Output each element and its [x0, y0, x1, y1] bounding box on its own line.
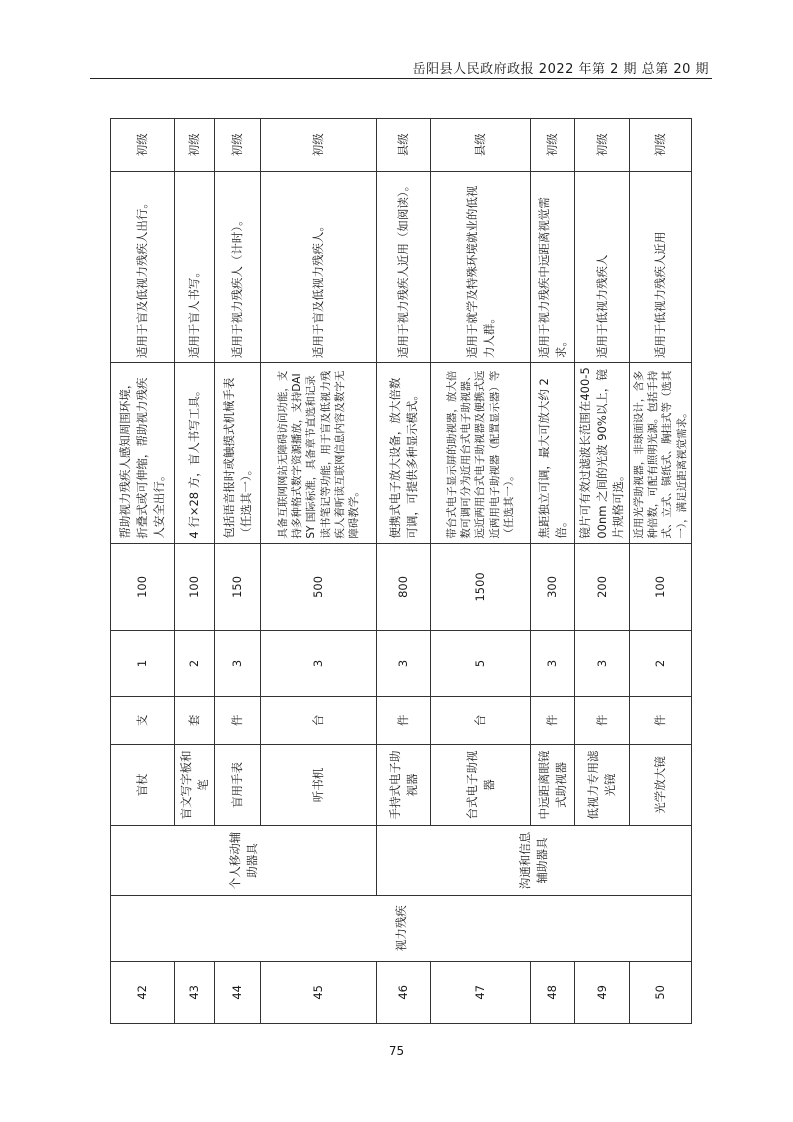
applicable-scope: 适用于视力残疾人近用（如阅读）。	[377, 171, 431, 363]
specification: 帮助视力残疾人感知周围环境，折叠式或可伸缩，帮助视力残疾人安全出行。	[111, 363, 175, 544]
unit-price: 300	[531, 543, 575, 631]
specification: 便携式电子放大设备，放大倍数可调，可提供多种显示模式。	[377, 363, 431, 544]
unit-price: 100	[111, 543, 175, 631]
unit-price: 1500	[431, 543, 531, 631]
applicable-scope: 适用于盲及低视力残疾人。	[261, 171, 377, 363]
table-row	[111, 119, 175, 1024]
specification: 包括语音报时或触摸式机械手表（任选其一）。	[215, 363, 261, 544]
row-number: 42	[111, 961, 175, 1023]
service-level: 初级	[175, 119, 215, 172]
subcategory-cell: 个人移动辅助器具	[111, 825, 377, 895]
specification: 镜片可有效过滤波长范围在400-500nm 之间的光波 90%以上，镜片规格可选。	[575, 363, 630, 544]
applicable-scope: 适用于就学及特殊环境就业的低视力人群。	[431, 171, 531, 363]
row-number: 50	[630, 961, 692, 1023]
applicable-scope: 适用于视力残疾人（计时）。	[215, 171, 261, 363]
category-cell: 视力残疾	[111, 895, 692, 961]
specification: 焦距独立可调，最大可放大约 2 倍。	[531, 363, 575, 544]
service-level: 初级	[630, 119, 692, 172]
specification: 近用光学助视器，非球面设计，含多种倍数，可配有照明光源。包括手持式、立式、镇纸式、胸挂式等（选其一），满足近距离视觉需求。	[630, 363, 692, 544]
service-level: 初级	[531, 119, 575, 172]
applicable-scope: 适用于低视力残疾人近用	[630, 171, 692, 363]
unit: 支	[111, 696, 175, 744]
assistive-device-table	[110, 118, 692, 1024]
quantity: 3	[575, 631, 630, 697]
unit: 件	[215, 696, 261, 744]
page-number: 75	[388, 1044, 405, 1058]
quantity: 3	[261, 631, 377, 697]
unit-price: 100	[175, 543, 215, 631]
subcategory-cell: 沟通和信息辅助器具	[377, 825, 692, 895]
device-name: 盲杖	[111, 744, 175, 825]
device-name: 盲用手表	[215, 744, 261, 825]
specification: 带台式电子显示屏的助视器，放大倍数可调可分为近用台式电子助视器、远近两用台式电子助视器及便携式远近两用电子助视器（配置显示器）等（任选其一）。	[431, 363, 531, 544]
device-name: 手持式电子助视器	[377, 744, 431, 825]
device-name: 中远距离眼镜式助视器	[531, 744, 575, 825]
unit-price: 800	[377, 543, 431, 631]
row-number: 49	[575, 961, 630, 1023]
unit: 套	[175, 696, 215, 744]
specification: 具备互联网网站无障碍访问功能，支持多种格式数字资源播放，支持DAISY 国际标准，具备章节直选和记录读书笔记等功能，用于盲及低视力残疾人着听读互联网信息内容及数字无障碍教学。	[261, 363, 377, 544]
service-level: 初级	[261, 119, 377, 172]
applicable-scope: 适用于盲人书写。	[175, 171, 215, 363]
unit-price: 500	[261, 543, 377, 631]
unit-price: 150	[215, 543, 261, 631]
row-number: 47	[431, 961, 531, 1023]
quantity: 3	[377, 631, 431, 697]
applicable-scope: 适用于盲及低视力残疾人出行。	[111, 171, 175, 363]
table-frame	[110, 118, 688, 1024]
device-name: 听书机	[261, 744, 377, 825]
service-level: 初级	[575, 119, 630, 172]
quantity: 5	[431, 631, 531, 697]
rotated-table-container	[110, 118, 688, 1024]
unit: 台	[431, 696, 531, 744]
unit: 件	[575, 696, 630, 744]
applicable-scope: 适用于视力残疾中远距离视觉需求。	[531, 171, 575, 363]
unit: 台	[261, 696, 377, 744]
unit: 件	[630, 696, 692, 744]
header-rule	[90, 78, 712, 79]
quantity: 1	[111, 631, 175, 697]
unit-price: 100	[630, 543, 692, 631]
unit: 件	[377, 696, 431, 744]
table-row	[377, 119, 431, 1024]
service-level: 初级	[215, 119, 261, 172]
quantity: 2	[630, 631, 692, 697]
service-level: 县级	[431, 119, 531, 172]
row-number: 43	[175, 961, 215, 1023]
quantity: 3	[215, 631, 261, 697]
unit: 件	[531, 696, 575, 744]
quantity: 3	[531, 631, 575, 697]
quantity: 2	[175, 631, 215, 697]
row-number: 46	[377, 961, 431, 1023]
unit-price: 200	[575, 543, 630, 631]
service-level: 县级	[377, 119, 431, 172]
device-name: 盲文写字板和笔	[175, 744, 215, 825]
row-number: 48	[531, 961, 575, 1023]
specification: 4 行×28 方，盲人书写工具。	[175, 363, 215, 544]
device-name: 光学放大镜	[630, 744, 692, 825]
row-number: 45	[261, 961, 377, 1023]
device-name: 台式电子助视器	[431, 744, 531, 825]
device-name: 低视力专用滤光镜	[575, 744, 630, 825]
service-level: 初级	[111, 119, 175, 172]
gazette-header: 岳阳县人民政府政报 2022 年第 2 期 总第 20 期	[412, 62, 709, 77]
applicable-scope: 适用于低视力残疾人	[575, 171, 630, 363]
row-number: 44	[215, 961, 261, 1023]
